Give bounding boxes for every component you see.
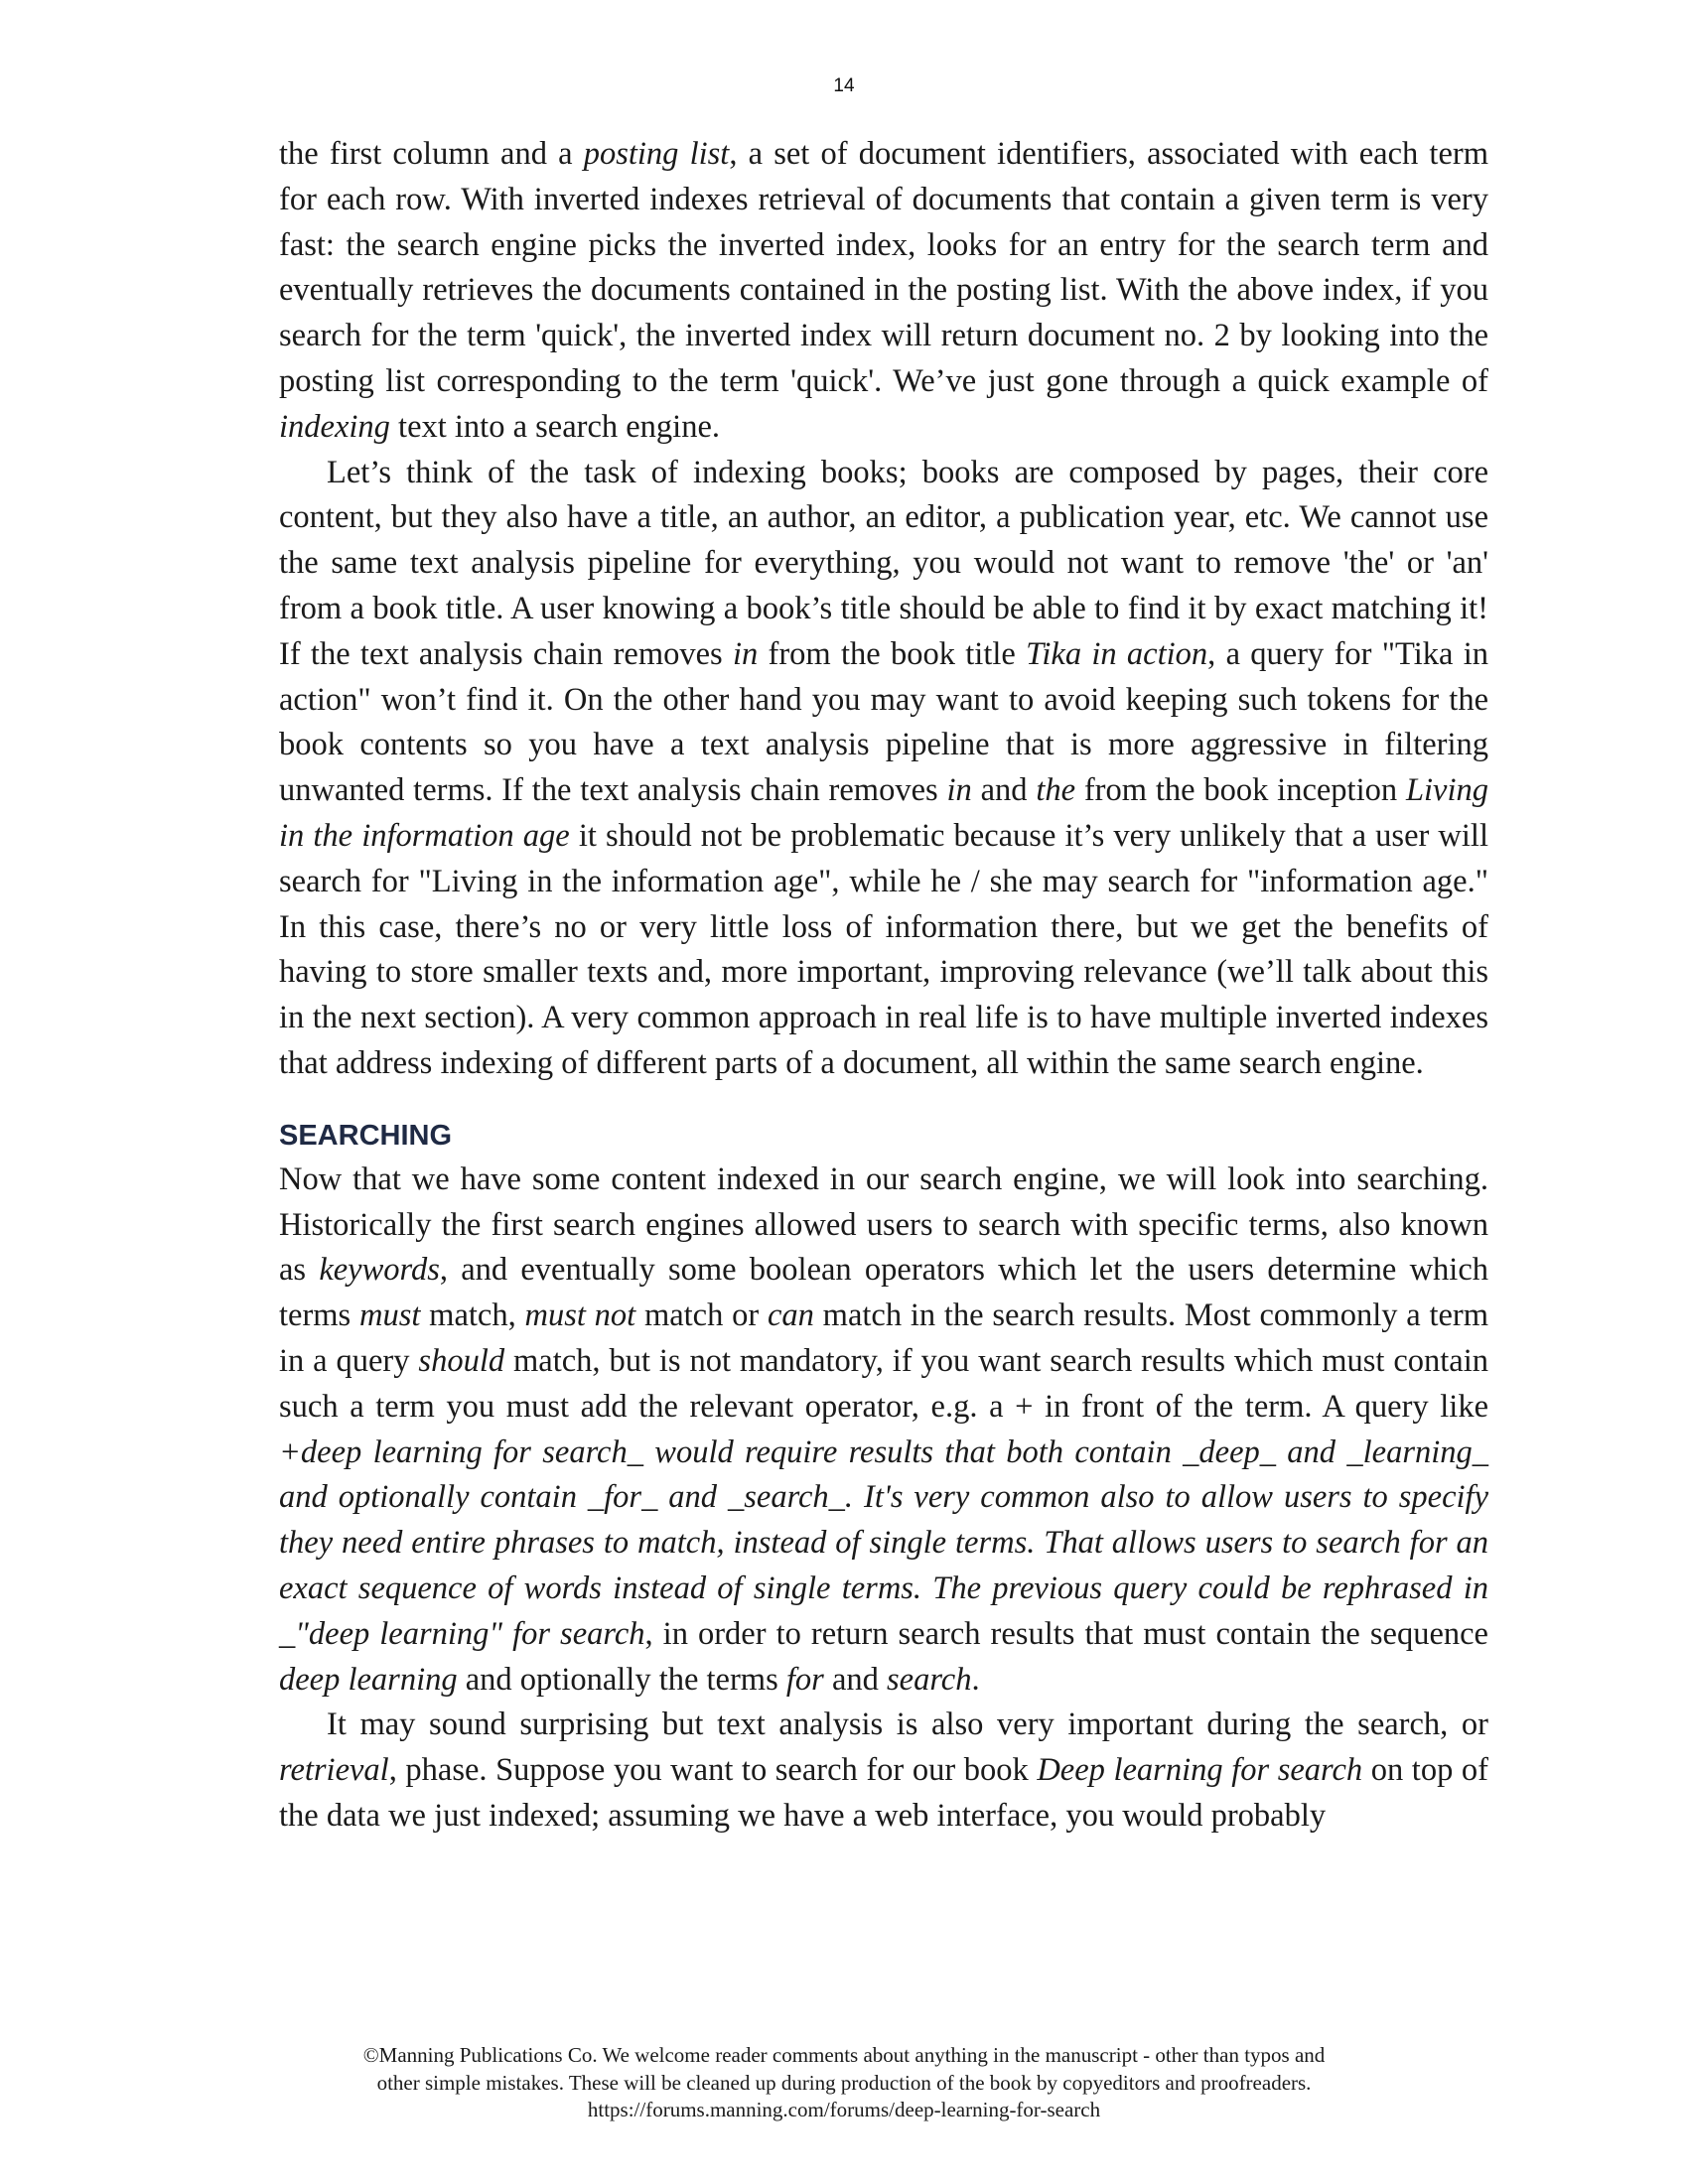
italic-term: deep learning [279, 1661, 458, 1698]
footer-line-1: ©Manning Publications Co. We welcome reader comments about anything in the manuscript - other than typos and [362, 2043, 1326, 2067]
paragraph-searching: Now that we have some content indexed in our search engine, we will look into searching. Historically the first search engines allowed users to search with specific terms, also known as keywords, and eventually some boolean operators which let the users determine which terms must match, must not match or can match in the search results. Most commonly a term in a query should match, but is not mandatory, if you want search results which must contain such a term you must add the relevant operator, e.g. a + in front of the term. A query like +deep learning for search_ would require results that both contain _deep_ and _learning_ and optionally contain _for_ and _search_. It's very common also to allow users to specify they need entire phrases to match, instead of single terms. That allows users to search for an exact sequence of words instead of single terms. The previous query could be rephrased in _"deep learning" for search, in order to return search results that must contain the sequence deep learning and optionally the terms for and search. [279, 1160, 1489, 1698]
italic-term: search [887, 1661, 972, 1698]
paragraph-indexing-books: Let’s think of the task of indexing books; books are composed by pages, their core content, but they also have a title, an author, an editor, a publication year, etc. We cannot use the same text analysis pipeline for everything, you would not want to remove 'the' or 'an' from a book title. A user knowing a book’s title should be able to find it by exact matching it! If the text analysis chain removes in from the book title Tika in action, a query for "Tika in action" won’t find it. On the other hand you may want to avoid keeping such tokens for the book contents so you have a text analysis pipeline that is more aggressive in filtering unwanted terms. If the text analysis chain removes in and the from the book inception Living in the information age it should not be problematic because it’s very unlikely that a user will search for "Living in the information age", while he / she may search for "information age." In this case, there’s no or very little loss of information there, but we get the benefits of having to store smaller texts and, more important, improving relevance (we’ll talk about this in the next section). A very common approach in real life is to have multiple inverted indexes that address indexing of different parts of a document, all within the same search engine. [279, 454, 1488, 1081]
italic-term: indexing [279, 408, 390, 445]
italic-term: retrieval [279, 1752, 389, 1789]
copyright-footer [0, 2042, 1688, 2124]
page-number: 14 [833, 75, 855, 96]
footer-line-2: other simple mistakes. These will be cleaned up during production of the book by copyeditors and proofreaders. [376, 2070, 1312, 2095]
footer-forum-link[interactable]: https://forums.manning.com/forums/deep-learning-for-search [587, 2098, 1101, 2121]
italic-term: keywords [319, 1252, 440, 1289]
italic-term: for [785, 1661, 824, 1698]
italic-term: in [946, 772, 972, 809]
italic-term: posting list [583, 136, 730, 172]
paragraph-retrieval: It may sound surprising but text analysis is also very important during the search, or retrieval, phase. Suppose you want to search for our book Deep learning for search on top of the data we just indexed; assuming we have a web interface, you would probably [279, 1706, 1488, 1834]
italic-term: +deep learning for search_ would require results that both contain _deep_ and _learning_ and optionally contain _for_ and _search_. It's very common also to allow users to specify they need entire phrases to match, instead of single terms. That allows users to search for an exact sequence of words instead of single terms. The previous query could be rephrased in _"deep learning" for search [279, 1433, 1488, 1652]
italic-term: in [732, 635, 759, 672]
italic-term: must not [524, 1297, 636, 1334]
italic-term: the [1036, 772, 1076, 809]
italic-term: should [418, 1342, 505, 1379]
italic-term: can [767, 1297, 814, 1334]
italic-term: Living in the information age [279, 772, 1488, 854]
italic-term: must [358, 1297, 421, 1334]
section-heading-searching: SEARCHING [279, 1119, 453, 1152]
paragraph-inverted-index: the first column and a posting list, a set of document identifiers, associated with each term for each row. With inverted indexes retrieval of documents that contain a given term is very fast: the search engine picks the inverted index, looks for an entry for the search term and eventually retrieves the documents contained in the posting list. With the above index, if you search for the term 'quick', the inverted index will return document no. 2 by looking into the posting list corresponding to the term 'quick'. We’ve just gone through a quick example of indexing text into a search engine. [279, 136, 1488, 445]
italic-term: Deep learning for search [1037, 1752, 1363, 1789]
italic-term: Tika in action [1026, 635, 1208, 672]
body-text [279, 132, 1488, 1840]
